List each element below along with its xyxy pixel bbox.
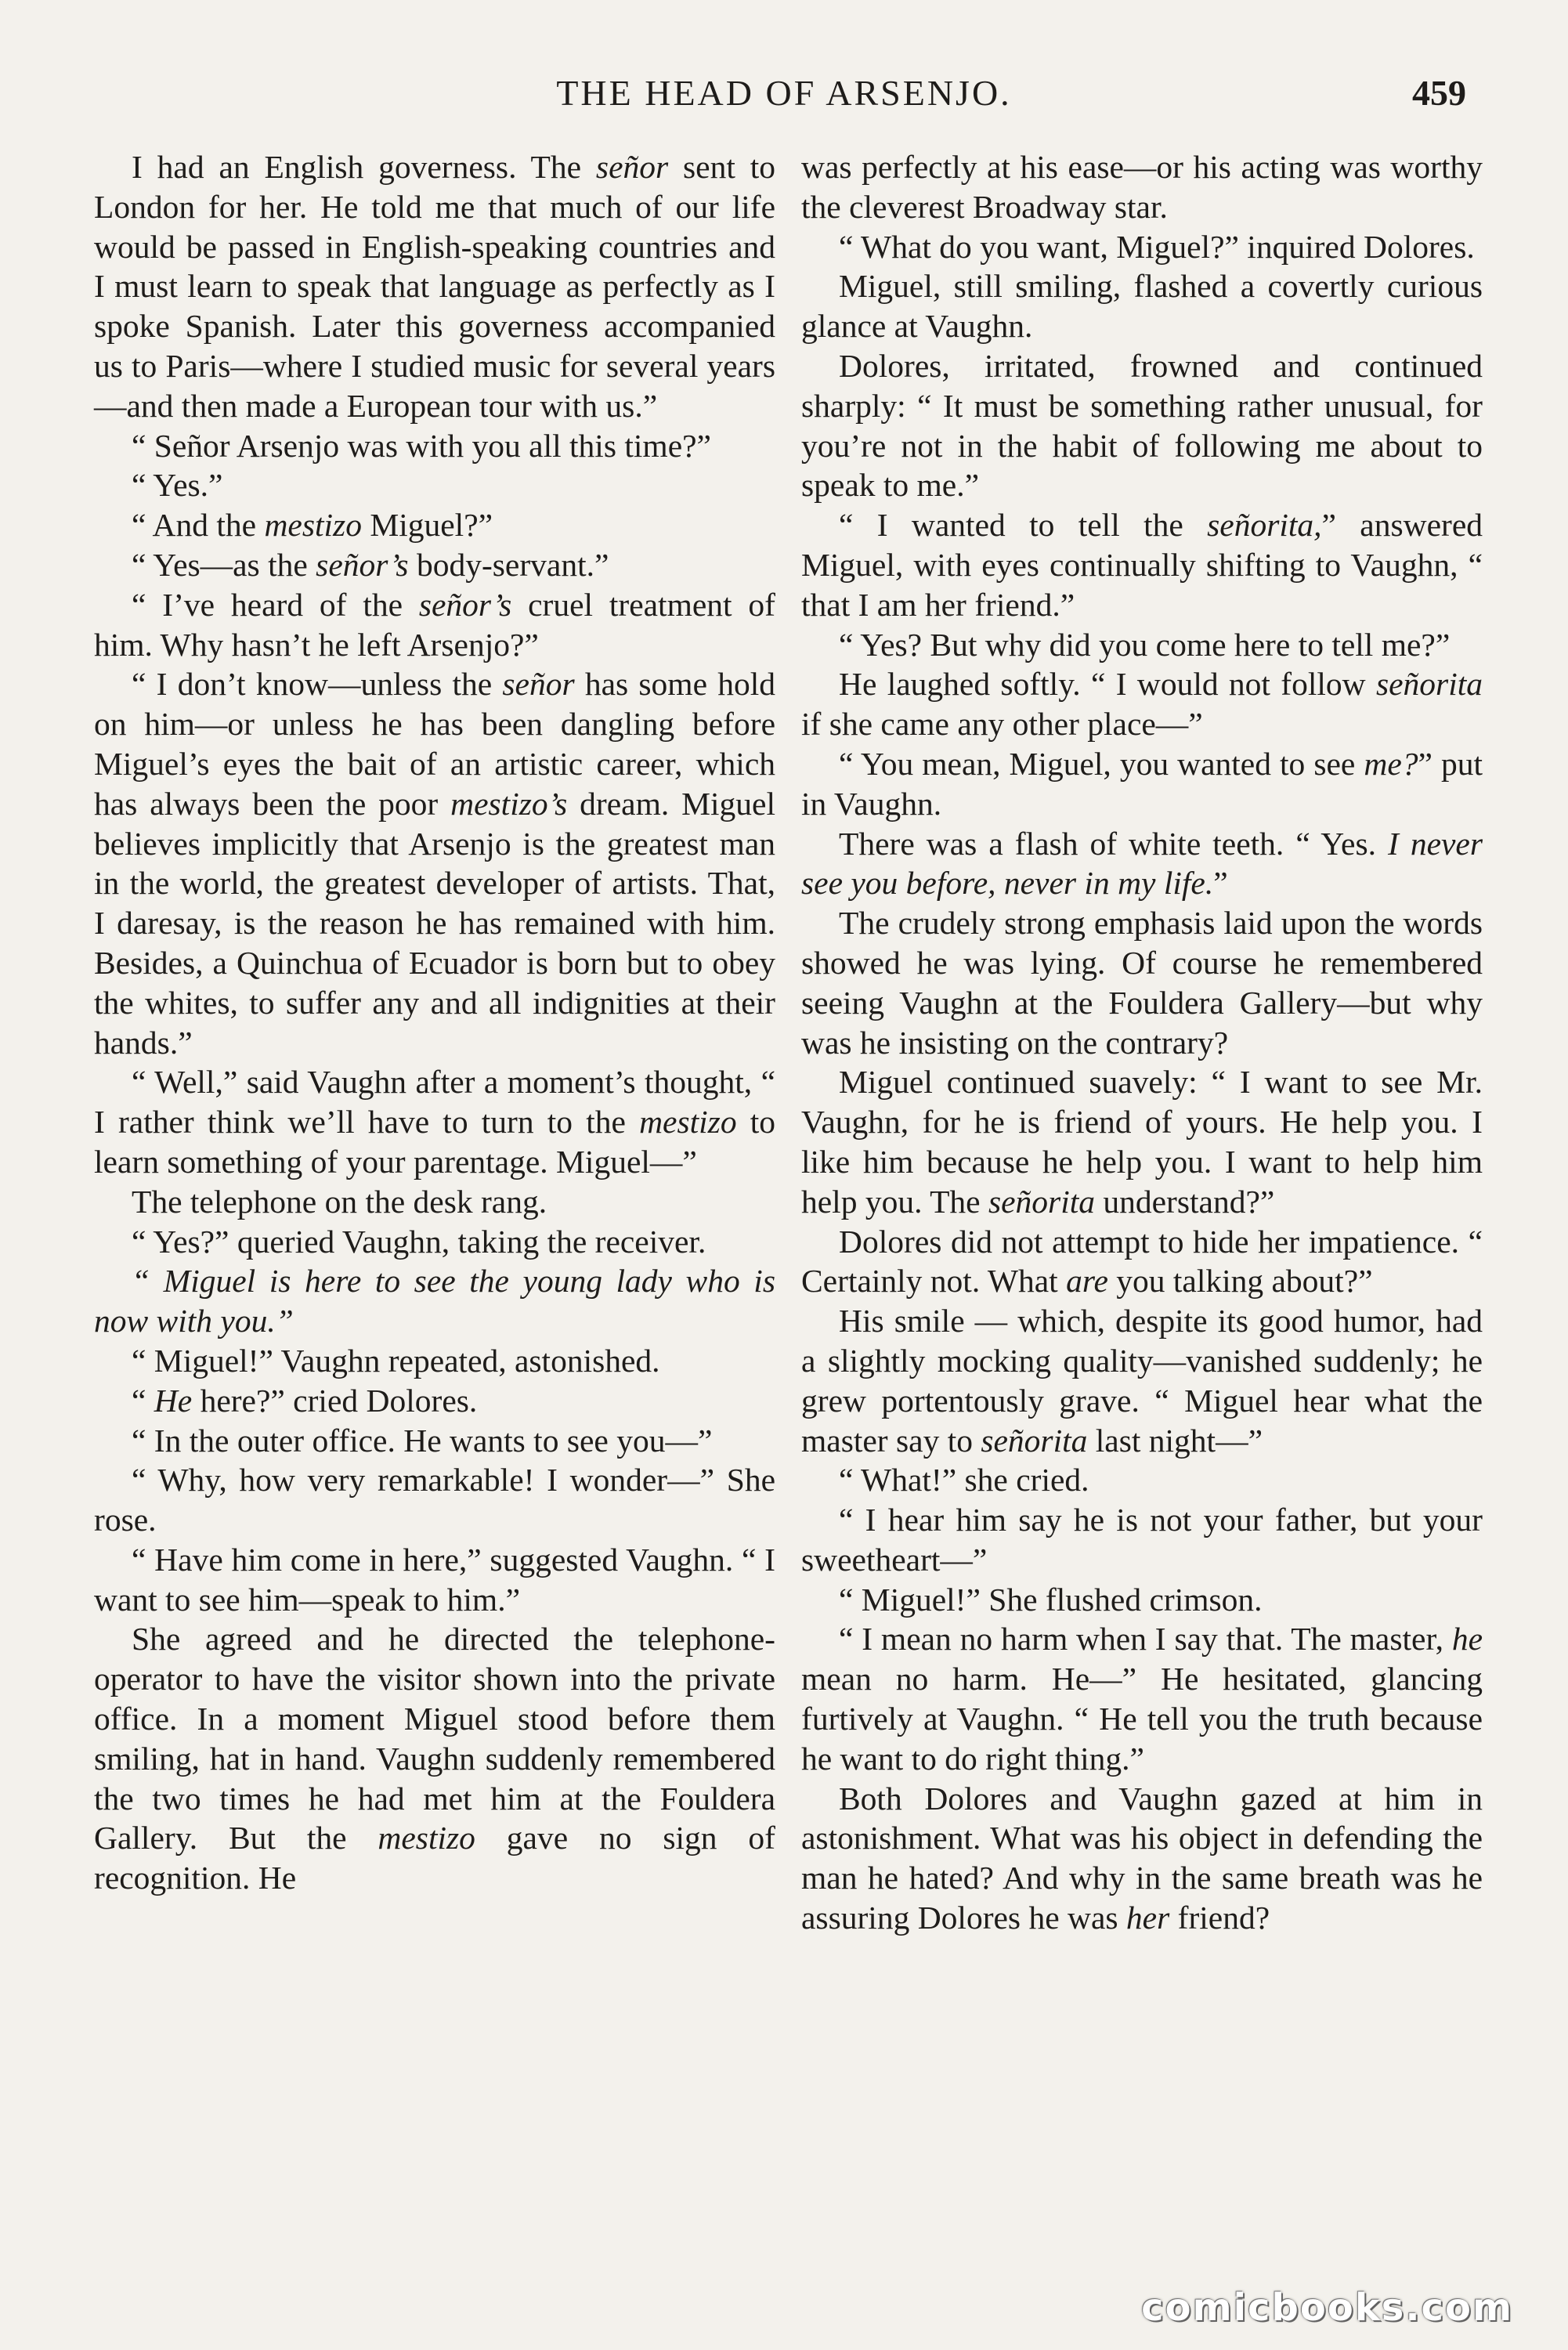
text-run: The crudely strong emphasis laid upon the words showed he was lying. Of course he remembered seeing Vaughn at the Fouldera Gallery—but why was he insisting on the contrary? [801,905,1483,1061]
italic-text: are [1066,1263,1108,1300]
text-run: The telephone on the desk rang. [132,1183,547,1220]
paragraph [94,505,775,545]
text-run: He laughed softly. “ I would not follow [839,666,1376,703]
text-run: here?” cried Dolores. [192,1382,478,1419]
text-run: “ I’ve heard of the [132,586,419,623]
paragraph [94,1381,775,1421]
text-run: Miguel?” [361,507,493,544]
text-run: “ I wanted to tell the [839,507,1208,544]
italic-text: señor’s [316,546,409,583]
text-run: Dolores, irritated, frowned and continued sharply: “ It must be something rather unusual, for you’re not in the habit of following me about to speak to me.” [801,347,1483,504]
text-run: Dolores did not attempt to hide her impatience. “ Certainly not. What [801,1223,1483,1300]
text-run: I had an English governess. The [132,149,596,185]
italic-text: señorita [981,1422,1088,1459]
paragraph [801,903,1483,1062]
paragraph [94,1540,775,1620]
paragraph [801,824,1483,904]
text-run: to learn something of your parentage. Miguel—” [94,1104,776,1180]
text-run: “ What!” she cried. [839,1462,1089,1499]
text-run: gave no sign of recognition. He [94,1820,775,1896]
running-head: THE HEAD OF ARSENJO. [556,73,1012,113]
text-run: “ Miguel!” Vaughn repeated, astonished. [132,1342,660,1379]
text-run: understand?” [1095,1183,1275,1220]
paragraph [801,227,1483,267]
paragraph [94,1261,775,1341]
paragraph [801,346,1483,505]
text-run: was perfectly at his ease—or his acting was worthy the cleverest Broadway star. [801,149,1483,225]
text-run: cruel treatment of him. Why hasn’t he left Arsenjo?” [94,586,775,663]
paragraph [94,465,775,505]
text-run: “ Yes—as the [132,546,316,583]
text-run: you talking about?” [1107,1263,1373,1300]
italic-text: mestizo’s [450,785,568,822]
paragraph [801,1062,1483,1221]
text-run: “ Señor Arsenjo was with you all this time?” [132,427,711,464]
paragraph [94,1062,775,1181]
text-run: “ Miguel!” She flushed crimson. [839,1581,1263,1618]
text-run: There was a flash of white teeth. “ Yes. [839,825,1388,862]
italic-text: He [154,1382,193,1419]
page-header [0,72,1568,127]
italic-text: mestizo [264,507,362,544]
paragraph [801,1222,1483,1302]
paragraph [801,1460,1483,1500]
page-number: 459 [1412,73,1466,113]
text-run: “ In the outer office. He wants to see you—” [132,1422,713,1459]
italic-text: her [1125,1900,1170,1936]
text-run: “ Yes.” [132,467,223,504]
text-run: “ Yes?” queried Vaughn, taking the receiver. [132,1223,706,1260]
italic-text: señorita [988,1183,1096,1220]
text-run: has some hold on him—or unless he has been dangling before Miguel’s eyes the bait of an artistic career, which has always been the poor [94,666,775,822]
text-run: if she came any other place—” [801,706,1203,743]
paragraph [94,664,775,1062]
text-run: body-servant.” [408,546,609,583]
italic-text: mestizo [639,1104,737,1141]
text-run: friend? [1169,1900,1270,1936]
text-run: Both Dolores and Vaughn gazed at him in astonishment. What was his object in defending the man he hated? And why in the same breath was he assuring Dolores he was [801,1780,1483,1936]
left-column [94,147,775,1898]
paragraph [94,1341,775,1381]
paragraph [801,1580,1483,1620]
italic-text: señor [502,666,575,703]
paragraph [801,266,1483,346]
text-run: “ What do you want, Miguel?” inquired Dolores. [839,228,1475,265]
italic-text: he [1451,1621,1483,1658]
text-run: ” put in Vaughn. [801,745,1483,822]
text-run: “ I hear him say he is not your father, but your sweetheart—” [801,1502,1483,1578]
paragraph [801,625,1483,665]
paragraph [801,147,1483,227]
text-run: dream. Miguel believes implicitly that Arsenjo is the greatest man in the world, the greatest developer of artists. That, I daresay, is the reason he has remained with him. Besides, a Quinchua of Ecuador is born but to obey the whites, to suffer any and all indignities at their hands.” [94,785,775,1061]
text-run: mean no harm. He—” He hesitated, glancing furtively at Vaughn. “ He tell you the truth because he want to do right thing.” [801,1661,1483,1777]
text-run: ” [1213,865,1228,902]
text-run: “ I don’t know—unless the [132,666,503,703]
text-run: “ Why, how very remarkable! I wonder—” She rose. [94,1462,775,1538]
watermark-logo: comicbooks.com [1141,2286,1513,2330]
paragraph [94,1222,775,1262]
paragraph [801,744,1483,824]
right-column [801,147,1483,1938]
italic-text: señor’s [418,586,512,623]
paragraph [94,1460,775,1540]
italic-text: I never see you before, never in my life. [801,825,1483,902]
paragraph [801,1619,1483,1778]
text-run: Miguel continued suavely: “ I want to see Mr. Vaughn, for he is friend of yours. He help you. I like him because he help you. I want to help him help you. The [801,1064,1483,1220]
italic-text: señorita, [1207,507,1322,544]
text-run: Miguel, still smiling, flashed a covertly curious glance at Vaughn. [801,268,1483,345]
paragraph [801,1301,1483,1460]
text-run: She agreed and he directed the telephone-operator to have the visitor shown into the private office. In a moment Miguel stood before them smiling, hat in hand. Vaughn suddenly remembered the two times he had met him at the Fouldera Gallery. But the [94,1621,775,1856]
paragraph [94,1619,775,1898]
italic-text: “ Miguel is here to see the young lady who is now with you.” [94,1263,775,1340]
text-run: “ Yes? But why did you come here to tell me?” [839,626,1451,663]
text-run: “ I mean no harm when I say that. The master, [839,1621,1452,1658]
italic-text: señor [595,149,669,185]
paragraph [801,505,1483,624]
text-run: “ Well,” said Vaughn after a moment’s thought, “ I rather think we’ll have to turn to the [94,1064,775,1141]
text-run: sent to London for her. He told me that much of our life would be passed in English-speaking countries and I must learn to speak that language as perfectly as I spoke Spanish. Later this governess accompanied us to Paris—where I studied music for several years—and then made a European tour with us.” [94,149,775,424]
paragraph [801,664,1483,744]
text-run: ” answered Miguel, with eyes continually shifting to Vaughn, “ that I am her friend.” [801,507,1483,623]
text-run: “ And the [132,507,265,544]
paragraph [801,1779,1483,1938]
text-run: last night—” [1087,1422,1263,1459]
italic-text: me? [1364,745,1418,782]
text-run: “ [132,1382,154,1419]
italic-text: señorita [1375,666,1483,703]
paragraph [94,1182,775,1222]
paragraph [94,1421,775,1461]
text-run: His smile — which, despite its good humor, had a slightly mocking quality—vanished suddenly; he grew portentously grave. “ Miguel hear what the master say to [801,1303,1483,1459]
text-run: “ Have him come in here,” suggested Vaughn. “ I want to see him—speak to him.” [94,1541,775,1618]
paragraph [94,585,775,665]
italic-text: mestizo [378,1820,475,1856]
paragraph [94,147,775,426]
paragraph [94,426,775,466]
paragraph [94,545,775,585]
text-run: “ You mean, Miguel, you wanted to see [839,745,1364,782]
paragraph [801,1500,1483,1580]
